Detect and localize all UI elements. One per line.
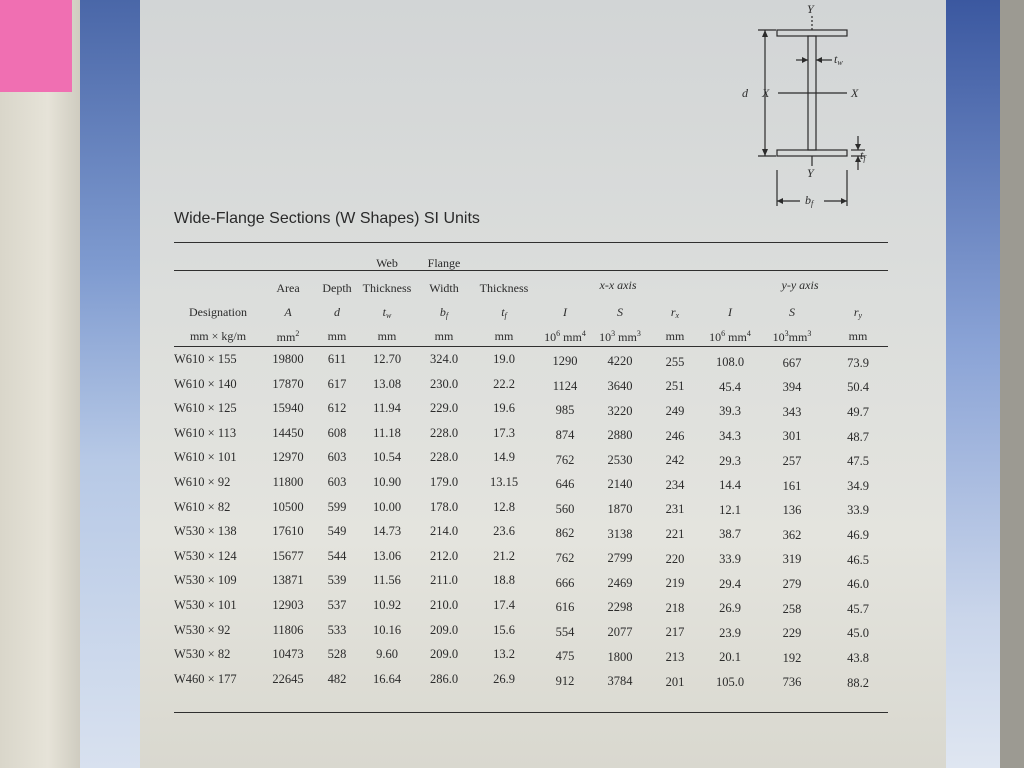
table-cell: 1800 <box>607 649 633 664</box>
table-cell: 537 <box>327 598 347 612</box>
table-cell: 11800 <box>272 475 304 489</box>
sticky-note <box>0 0 72 92</box>
table-cell: 11.18 <box>373 425 401 440</box>
table-cell: 3138 <box>607 526 633 541</box>
header-x-r: $r_x$ <box>670 305 680 320</box>
table-cell: 611 <box>327 352 347 366</box>
table-cell: 23.6 <box>493 524 515 539</box>
table-cell: 554 <box>555 624 575 639</box>
background-right <box>1000 0 1024 768</box>
header-flange-thickness-unit: mm <box>494 329 514 343</box>
table-cell: 617 <box>327 376 347 391</box>
table-cell: 2298 <box>607 600 633 615</box>
table-cell: 213 <box>665 650 685 664</box>
table-cell: 2469 <box>607 575 633 590</box>
table-cell-designation: W530 × 109 <box>174 573 237 588</box>
table-cell: 762 <box>555 550 575 565</box>
table-cell: 45.4 <box>719 379 741 394</box>
header-flange-width-unit: mm <box>434 329 454 343</box>
table-cell: 17610 <box>272 524 304 539</box>
table-cell: 17870 <box>272 376 304 391</box>
header-y-r: $r_y$ <box>853 305 863 320</box>
header-y-s-unit: $10^3mm^3$ <box>772 329 812 344</box>
table-cell: 22.2 <box>493 376 515 391</box>
table-cell-designation: W610 × 155 <box>174 352 237 366</box>
table-cell: 11.94 <box>373 401 401 416</box>
table-cell: 549 <box>327 524 347 539</box>
table-cell: 14.4 <box>719 478 741 493</box>
table-cell: 3640 <box>607 379 633 394</box>
header-top-rule <box>174 270 888 271</box>
header-designation-unit: mm × kg/m <box>189 329 247 343</box>
table-cell: 209.0 <box>429 622 459 637</box>
header-y-i: I <box>728 305 732 319</box>
table-cell: 343 <box>782 404 802 419</box>
table-cell: 608 <box>327 425 347 440</box>
table-cell: 2530 <box>607 452 633 467</box>
table-cell: 255 <box>665 354 685 369</box>
table-cell: 362 <box>782 527 802 542</box>
table-cell: 108.0 <box>715 355 745 370</box>
table-cell: 599 <box>327 499 347 514</box>
table-cell: 3784 <box>607 674 633 689</box>
table-cell: 394 <box>782 380 802 395</box>
table-cell: 15.6 <box>493 622 515 637</box>
table-cell: 217 <box>665 625 685 640</box>
table-cell: 231 <box>665 502 685 517</box>
table-cell: 862 <box>555 526 575 541</box>
header-x-r-unit: mm <box>665 329 685 343</box>
table-cell: 646 <box>555 477 575 492</box>
table-cell: 12970 <box>272 450 304 465</box>
table-cell: 38.7 <box>719 527 741 542</box>
table-cell: 10.92 <box>372 598 402 612</box>
table-cell: 220 <box>665 551 685 566</box>
header-y-s: S <box>789 305 795 319</box>
table-cell: 161 <box>782 478 802 493</box>
header-web-unit: mm <box>377 329 397 343</box>
table-cell: 214.0 <box>429 524 459 539</box>
table-cell: 210.0 <box>429 598 459 612</box>
table-cell: 475 <box>555 649 575 664</box>
table-cell: 34.3 <box>719 428 741 443</box>
header-x-i: I <box>563 305 567 319</box>
header-flange-width-symbol: $b_f$ <box>439 305 449 320</box>
table-cell: 539 <box>327 573 347 588</box>
table-cell: 13.15 <box>489 475 519 489</box>
table-cell: 2880 <box>607 428 633 443</box>
table-cell: 46.0 <box>847 577 869 592</box>
table-cell: 201 <box>665 674 685 689</box>
table-cell: 560 <box>555 501 575 516</box>
diagram-label-x-right: X <box>851 86 859 100</box>
diagram-label-y-top: Y <box>807 2 814 16</box>
header-group-yy: y-y axis <box>781 278 819 292</box>
table-cell: 50.4 <box>847 380 869 395</box>
header-area-unit: $mm^2$ <box>276 329 300 344</box>
table-cell: 301 <box>782 429 802 444</box>
table-cell-designation: W610 × 82 <box>174 499 231 514</box>
table-cell: 23.9 <box>719 625 741 640</box>
table-cell-designation: W530 × 101 <box>174 598 237 612</box>
table-cell: 2799 <box>607 551 633 566</box>
table-cell-designation: W610 × 101 <box>174 450 237 465</box>
diagram-label-bf: $b_f$ <box>805 193 814 208</box>
w-shape-diagram <box>720 0 870 215</box>
table-cell: 212.0 <box>429 548 459 563</box>
title-rule <box>174 242 888 243</box>
header-y-i-unit: $10^6$ $mm^4$ <box>709 329 751 344</box>
table-cell: 228.0 <box>429 425 459 440</box>
table-cell: 229.0 <box>429 401 459 416</box>
table-cell: 13.2 <box>493 647 515 662</box>
table-cell: 218 <box>665 600 685 615</box>
table-cell: 26.9 <box>493 671 515 686</box>
table-cell: 15677 <box>272 548 304 563</box>
table-bottom-rule <box>174 712 888 713</box>
table-cell: 19.0 <box>493 352 515 366</box>
table-cell: 49.7 <box>847 405 869 420</box>
table-cell: 736 <box>782 675 802 690</box>
table-cell: 234 <box>665 477 685 492</box>
table-cell: 3220 <box>607 403 633 418</box>
book-cover-left <box>80 0 148 768</box>
table-cell: 136 <box>782 503 802 518</box>
table-cell: 46.9 <box>847 528 869 543</box>
table-cell: 16.64 <box>372 671 402 686</box>
table-cell: 2077 <box>607 625 633 640</box>
table-cell: 612 <box>327 401 347 416</box>
table-cell: 221 <box>665 527 685 541</box>
table-cell: 105.0 <box>715 674 745 689</box>
header-flange-thickness: Thickness <box>479 281 529 295</box>
table-cell: 229 <box>782 626 802 641</box>
table-cell: 249 <box>665 404 685 418</box>
table-cell: 14.73 <box>372 524 402 539</box>
table-cell: 19.6 <box>493 401 515 416</box>
header-depth-unit: mm <box>327 329 347 343</box>
table-cell: 46.5 <box>847 552 869 567</box>
table-cell: 45.7 <box>847 601 869 616</box>
w-shape-figure <box>720 0 870 215</box>
table-cell: 33.9 <box>719 551 741 566</box>
table-cell: 10500 <box>272 499 304 514</box>
table-cell: 10.90 <box>372 475 402 489</box>
table-cell: 22645 <box>272 671 304 686</box>
header-bottom-rule <box>174 346 888 347</box>
table-cell: 319 <box>782 552 802 567</box>
header-x-s-unit: $10^3$ $mm^3$ <box>599 329 641 344</box>
header-flange-thickness-symbol: $t_f$ <box>501 305 507 320</box>
table-cell: 14450 <box>272 425 304 440</box>
table-cell: 10.16 <box>372 622 402 637</box>
table-cell: 258 <box>782 601 802 616</box>
table-cell: 10473 <box>272 647 304 662</box>
diagram-label-y-bottom: Y <box>807 166 814 180</box>
diagram-label-x-left: X <box>762 86 770 100</box>
table-cell: 14.9 <box>493 450 515 465</box>
table-cell-designation: W460 × 177 <box>174 671 237 686</box>
header-y-r-unit: mm <box>848 329 868 343</box>
table-cell: 482 <box>327 671 347 686</box>
table-cell: 912 <box>555 673 575 688</box>
header-flange-width: Width <box>429 281 459 295</box>
table-cell: 10.00 <box>372 499 402 514</box>
table-cell: 257 <box>782 453 802 468</box>
table-cell: 17.3 <box>493 425 515 440</box>
table-cell-designation: W530 × 138 <box>174 524 237 539</box>
table-cell: 1124 <box>552 378 578 393</box>
table-cell: 603 <box>327 475 347 489</box>
table-cell: 667 <box>782 355 802 370</box>
table-cell: 34.9 <box>847 478 869 493</box>
table-cell: 192 <box>782 650 802 665</box>
table-cell: 12.1 <box>719 502 741 517</box>
table-cell: 11806 <box>272 622 304 637</box>
table-cell: 21.2 <box>493 548 515 563</box>
document-page <box>140 0 946 768</box>
table-cell: 544 <box>327 548 347 563</box>
table-cell-designation: W610 × 113 <box>174 425 237 440</box>
table-cell: 29.4 <box>719 576 741 591</box>
table-cell: 246 <box>665 428 685 443</box>
table-cell-designation: W610 × 140 <box>174 376 237 391</box>
header-area: Area <box>276 281 300 295</box>
table-cell-designation: W610 × 92 <box>174 475 231 489</box>
table-cell: 48.7 <box>847 429 869 444</box>
header-group-xx: x-x axis <box>599 278 637 292</box>
header-group-flange: Flange <box>427 256 461 270</box>
table-cell: 12.70 <box>372 352 402 366</box>
header-web-symbol: $t_w$ <box>382 305 392 320</box>
table-cell: 286.0 <box>429 671 459 686</box>
table-cell: 1870 <box>607 502 633 517</box>
table-cell: 4220 <box>607 354 633 369</box>
table-cell: 1290 <box>552 354 578 369</box>
diagram-label-tw: $t_w$ <box>834 52 843 67</box>
header-x-s: S <box>617 305 623 319</box>
table-cell: 47.5 <box>847 454 869 469</box>
table-cell: 324.0 <box>429 352 459 366</box>
table-cell: 45.0 <box>847 626 869 641</box>
header-group-web: Web <box>376 256 398 270</box>
book-cover-right <box>940 0 1000 768</box>
table-cell-designation: W530 × 92 <box>174 622 231 637</box>
table-cell: 33.9 <box>847 503 869 518</box>
table-cell: 39.3 <box>719 404 741 419</box>
header-designation: Designation <box>189 305 247 319</box>
table-cell: 209.0 <box>429 647 459 662</box>
table-cell: 279 <box>782 576 802 591</box>
table-cell: 17.4 <box>493 598 515 612</box>
table-cell: 230.0 <box>429 376 459 391</box>
table-cell: 666 <box>555 575 575 590</box>
table-cell: 242 <box>665 453 685 468</box>
table-cell: 219 <box>665 576 685 591</box>
table-cell: 179.0 <box>429 475 459 489</box>
diagram-label-d: d <box>742 86 748 100</box>
header-area-symbol: A <box>284 305 292 319</box>
table-cell: 73.9 <box>847 355 869 370</box>
table-cell: 762 <box>555 452 575 467</box>
table-cell: 13.08 <box>372 376 402 391</box>
header-web-thickness: Thickness <box>362 281 412 295</box>
table-cell: 251 <box>665 379 685 394</box>
table-cell: 13.06 <box>372 548 402 563</box>
table-cell: 19800 <box>272 352 304 366</box>
table-cell: 616 <box>555 600 575 615</box>
header-depth: Depth <box>322 281 352 295</box>
table-cell: 29.3 <box>719 453 741 468</box>
table-cell: 603 <box>327 450 347 465</box>
table-cell: 88.2 <box>847 675 869 690</box>
header-depth-symbol: d <box>334 305 340 319</box>
table-cell: 15940 <box>272 401 304 416</box>
table-cell: 26.9 <box>719 601 741 616</box>
table-cell: 533 <box>327 622 347 637</box>
table-cell: 211.0 <box>430 573 458 588</box>
table-cell: 13871 <box>272 573 304 588</box>
table-cell: 12903 <box>272 598 304 612</box>
table-cell: 18.8 <box>493 573 515 588</box>
table-cell: 10.54 <box>372 450 402 465</box>
table-cell-designation: W610 × 125 <box>174 401 237 416</box>
table-cell: 12.8 <box>493 499 515 514</box>
background-left <box>0 0 80 768</box>
table-cell-designation: W530 × 124 <box>174 548 237 563</box>
table-cell: 11.56 <box>373 573 401 588</box>
header-x-i-unit: $10^6$ $mm^4$ <box>544 329 586 344</box>
table-cell: 20.1 <box>719 650 741 665</box>
table-cell: 178.0 <box>429 499 459 514</box>
table-cell: 874 <box>555 427 575 442</box>
table-cell: 985 <box>555 403 575 418</box>
table-cell: 228.0 <box>429 450 459 465</box>
table-cell: 43.8 <box>847 651 869 666</box>
table-cell: 528 <box>327 647 347 662</box>
table-cell: 9.60 <box>376 647 398 662</box>
diagram-label-tf: $t_f$ <box>860 148 866 163</box>
table-cell: 2140 <box>607 477 633 492</box>
table-title: Wide-Flange Sections (W Shapes) SI Units <box>174 210 480 227</box>
table-cell-designation: W530 × 82 <box>174 647 231 662</box>
